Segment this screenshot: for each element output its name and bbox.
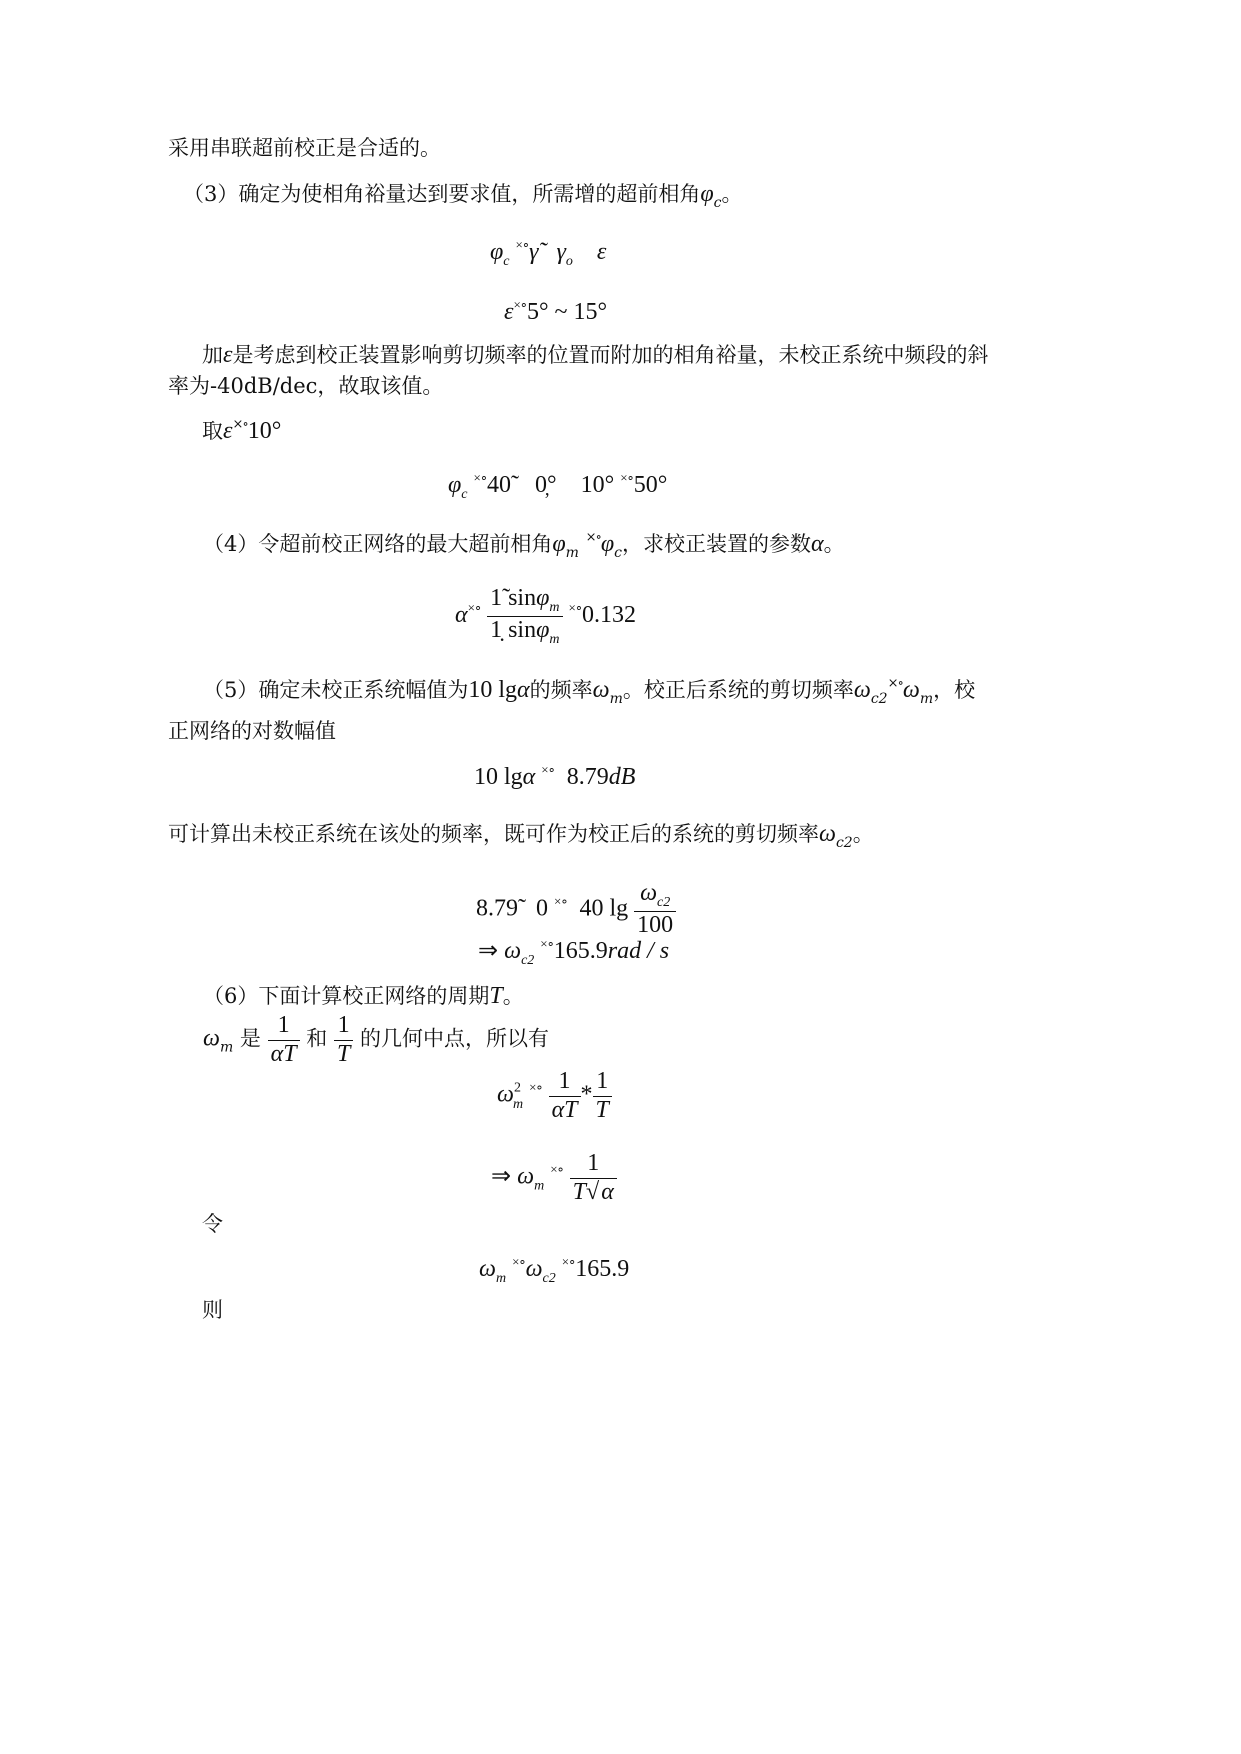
equation-omega-c2-lg: 8.79̃ 0 ×∘ 40 lg $\frac{\omega_{c2}}{100}$ <box>476 880 676 940</box>
equation-omega-m-squared: $\omega^2_m$ ×∘ $\frac{1}{\alpha T}$ * $\frac{1}{T}$ <box>497 1068 612 1124</box>
let-text: 令 <box>202 1212 223 1236</box>
equation-phi-c-value: $\varphi_c$ ×∘40̃ 0̦° 10° ×∘50° <box>448 470 668 502</box>
step-3-text: （3）确定为使相角裕量达到要求值，所需增的超前相角$\varphi_c$。 <box>183 181 743 211</box>
note-line-2: 率为-40dB/dec，故取该值。 <box>168 374 444 398</box>
then-text: 则 <box>202 1298 223 1322</box>
equation-epsilon-range: ε×∘5° ~ 15° <box>504 297 608 325</box>
geometric-mean-text: $\omega_m$ 是 $\frac{1}{\alpha T}$ 和 $\frac{1}{T}$ 的几何中点，所以有 <box>203 1012 549 1067</box>
calc-text: 可计算出未校正系统在该处的频率，既可作为校正后的系统的剪切频率$\omega_{c2}$。 <box>168 821 874 851</box>
equation-omega-m-value: $\omega_m$ $^{\times\circ}\omega_{c2}$ ×∘165.9 <box>479 1254 630 1286</box>
equation-omega-c2-value: ⇒ $\omega_{c2}$ ×∘165.9rad / s <box>478 936 670 968</box>
note-epsilon-text: 加ε是考虑到校正装置影响剪切频率的位置而附加的相角裕量，未校正系统中频段的斜 <box>202 342 989 368</box>
equation-alpha: α×∘ $\frac{1̃ \sin\varphi_m}{1̣ \sin\varphi_m}$ ×∘0.132 <box>455 585 636 648</box>
step-6-text: （6）下面计算校正网络的周期T。 <box>203 983 524 1009</box>
equation-lg-alpha: 10 lgα ×∘ 8.79dB <box>474 762 636 790</box>
step-4-text: （4）令超前校正网络的最大超前相角$\varphi_m$ $^{\times\circ}\varphi_c$，求校正装置的参数α。 <box>203 530 845 561</box>
step-5-text: （5）确定未校正系统幅值为10 lgα的频率$\omega_m$。校正后系统的剪切频率$\omega_{c2}^{\times\circ}\omega_m$，校 <box>203 676 976 707</box>
intro-text: 采用串联超前校正是合适的。 <box>168 136 441 160</box>
equation-omega-m-sqrt: ⇒ $\omega_m$ ×∘ $\frac{1}{T√\alpha}$ <box>491 1150 617 1206</box>
take-epsilon-text: 取ε×∘10° <box>202 417 282 444</box>
step-5-line-2: 正网络的对数幅值 <box>168 719 336 743</box>
equation-phi-c: $\varphi_c$ ×∘γ̃ $\gamma_o$ ε <box>490 237 607 269</box>
